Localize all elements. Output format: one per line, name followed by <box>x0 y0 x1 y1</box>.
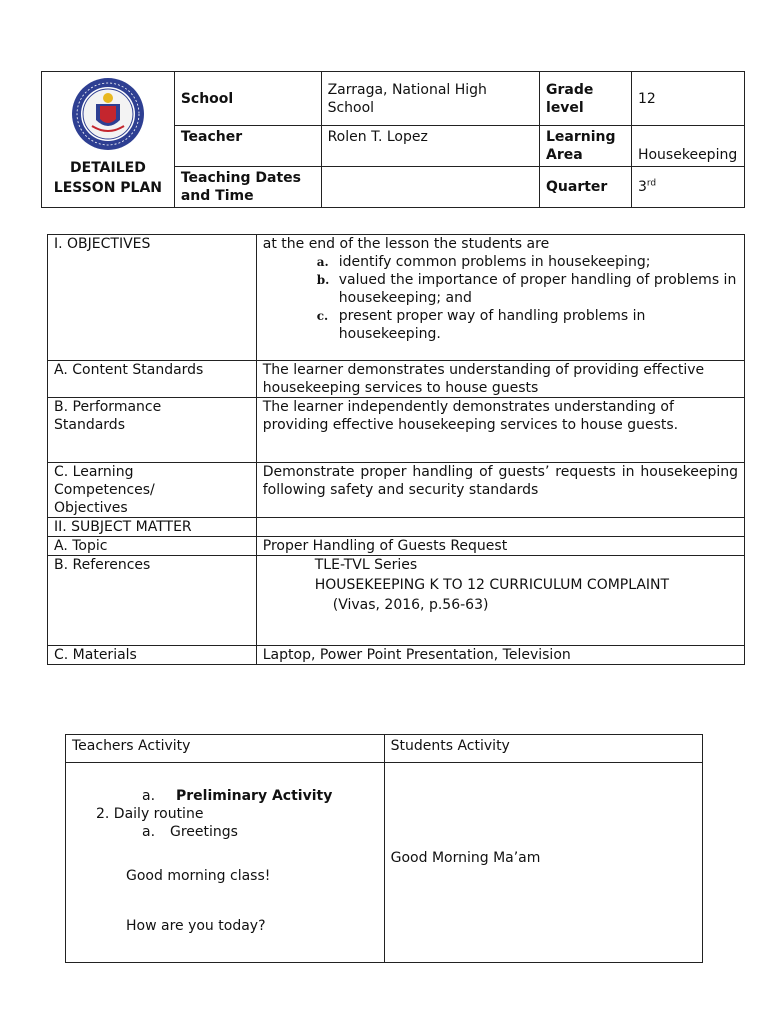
dates-label-line2: and Time <box>180 188 254 204</box>
objectives-list <box>263 253 738 343</box>
teacher-activity-header: Teachers Activity <box>66 735 385 763</box>
daily-routine: 2. Daily routine <box>96 806 204 822</box>
performance-label-line2: Standards <box>54 417 125 433</box>
competence-label-line1: C. Learning <box>54 464 134 480</box>
list-marker: a. <box>316 255 329 269</box>
list-item-text: present proper way of handling problems in housekeeping. <box>338 308 646 342</box>
grade-value: 12 <box>631 72 744 126</box>
dates-value <box>321 167 539 208</box>
materials-text: Laptop, Power Point Presentation, Television <box>256 646 744 665</box>
objectives-label: I. OBJECTIVES <box>48 235 257 361</box>
grade-label-line2: level <box>546 99 584 116</box>
grade-label-line1: Grade <box>546 81 594 98</box>
quarter-label: Quarter <box>540 167 632 208</box>
content-standards-text: The learner demonstrates understanding of providing effective housekeeping services to house guests <box>256 361 744 398</box>
list-item <box>316 307 738 343</box>
student-activity-header: Students Activity <box>384 735 702 763</box>
subject-matter-value <box>256 518 744 537</box>
preliminary-activity <box>72 787 378 805</box>
list-marker: b. <box>316 273 330 287</box>
quarter-suffix: rd <box>646 178 657 189</box>
competence-label-line3: Objectives <box>54 500 128 516</box>
logo-cell <box>42 72 175 208</box>
performance-standards-text: The learner independently demonstrates understanding of providing effective housekeeping services to house guests. <box>256 398 744 463</box>
area-value: Housekeeping <box>631 126 744 167</box>
list-marker: a. <box>142 788 156 804</box>
references-label: B. References <box>48 556 257 646</box>
preliminary-activity-title: Preliminary Activity <box>176 788 333 804</box>
school-label: School <box>174 72 321 126</box>
list-item-text: valued the importance of proper handling of problems in housekeeping; and <box>338 272 737 306</box>
teacher-activity-cell <box>66 763 385 963</box>
greetings <box>72 823 378 841</box>
learning-competences-text: Demonstrate proper handling of guests’ requests in housekeeping following safety and security standards <box>256 463 744 518</box>
greetings-text: Greetings <box>170 824 238 840</box>
list-item <box>316 271 738 307</box>
quarter-value <box>631 167 744 208</box>
performance-standards-label <box>48 398 257 463</box>
topic-label: A. Topic <box>48 537 257 556</box>
dates-label-line1: Teaching Dates <box>180 170 301 186</box>
student-activity-cell <box>384 763 702 963</box>
competence-label-line2: Competences/ <box>54 482 155 498</box>
area-label-line1: Learning <box>546 129 616 145</box>
area-label <box>540 126 632 167</box>
grade-label <box>540 72 632 126</box>
subject-matter-label: II. SUBJECT MATTER <box>48 518 257 537</box>
reference-line: (Vivas, 2016, p.56-63) <box>332 597 489 613</box>
activity-table <box>65 734 703 963</box>
teacher-greeting: Good morning class! <box>126 868 271 884</box>
materials-label: C. Materials <box>48 646 257 665</box>
teacher-value: Rolen T. Lopez <box>321 126 539 167</box>
learning-competences-label <box>48 463 257 518</box>
list-marker: c. <box>316 309 329 323</box>
deped-seal-icon <box>70 76 146 152</box>
list-item <box>316 253 738 271</box>
reference-line: HOUSEKEEPING K TO 12 CURRICULUM COMPLAINT <box>314 577 670 593</box>
objectives-intro: at the end of the lesson the students are <box>262 236 550 252</box>
content-standards-label: A. Content Standards <box>48 361 257 398</box>
list-item-text: identify common problems in housekeeping; <box>338 254 651 270</box>
teacher-question: How are you today? <box>126 918 266 934</box>
references-content <box>256 556 744 646</box>
quarter-number: 3 <box>637 179 647 195</box>
performance-label-line1: B. Performance <box>54 399 162 415</box>
reference-line: TLE-TVL Series <box>314 557 418 573</box>
student-greeting: Good Morning Ma’am <box>390 850 541 866</box>
dates-label <box>174 167 321 208</box>
doc-title-line2: LESSON PLAN <box>53 180 163 196</box>
header-table <box>41 71 745 208</box>
objectives-content <box>256 235 744 361</box>
school-value: Zarraga, National High School <box>321 72 539 126</box>
topic-text: Proper Handling of Guests Request <box>256 537 744 556</box>
objectives-table <box>47 234 745 665</box>
doc-title-line1: DETAILED <box>70 160 146 176</box>
list-marker: a. <box>142 824 156 840</box>
teacher-label: Teacher <box>174 126 321 167</box>
area-label-line2: Area <box>546 147 583 163</box>
